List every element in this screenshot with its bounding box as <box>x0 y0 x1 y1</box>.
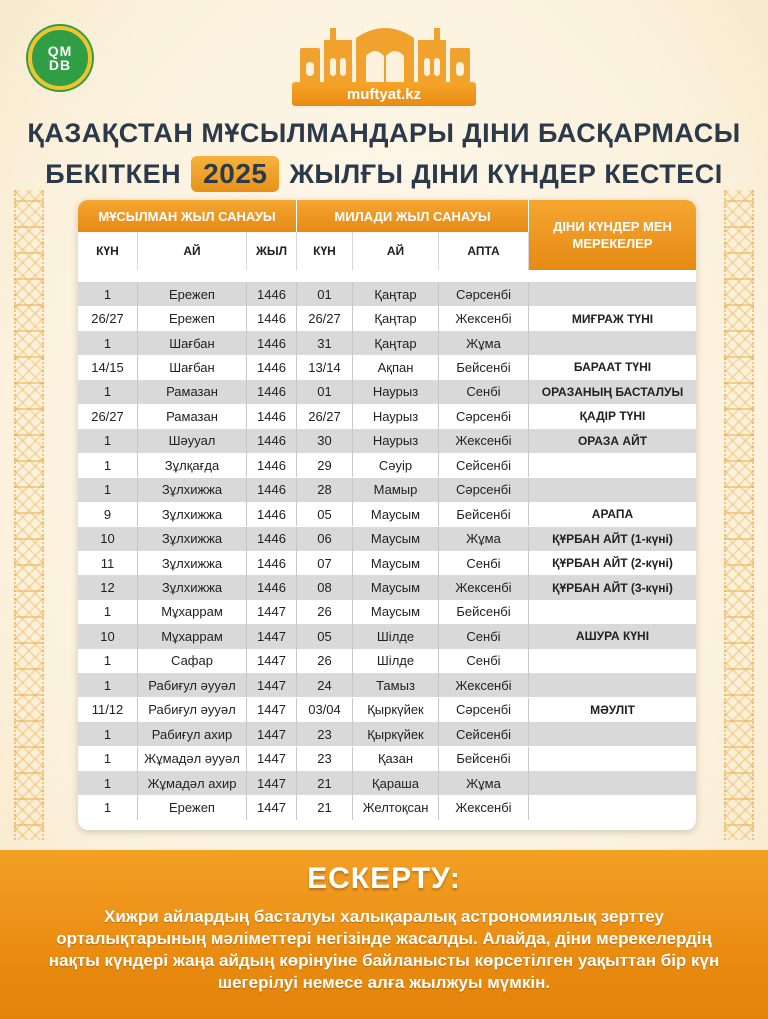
qmdb-logo[interactable] <box>28 26 92 90</box>
cell-week: Жұма <box>439 527 529 551</box>
year-badge: 2025 <box>191 156 279 192</box>
cell-hmonth: Зұлхижжа <box>138 551 247 575</box>
cell-gday: 03/04 <box>297 698 353 722</box>
table-row <box>78 649 696 673</box>
title-suffix: ЖЫЛҒЫ ДІНИ КҮНДЕР КЕСТЕСІ <box>289 158 723 189</box>
table-row <box>78 331 696 355</box>
header-religious-days: ДІНИ КҮНДЕР МЕН МЕРЕКЕЛЕР <box>529 200 696 270</box>
cell-gday: 26/27 <box>297 306 353 330</box>
cell-gmonth: Мамыр <box>353 478 439 502</box>
cell-hday: 12 <box>78 575 138 599</box>
cell-hmonth: Шәууал <box>138 429 247 453</box>
cell-gday: 13/14 <box>297 355 353 379</box>
cell-hyear: 1446 <box>247 575 297 599</box>
cell-hday: 11 <box>78 551 138 575</box>
cell-gday: 21 <box>297 771 353 795</box>
cell-hday: 1 <box>78 453 138 477</box>
header-gregorian-calendar: МИЛАДИ ЖЫЛ САНАУЫ <box>297 200 528 232</box>
cell-hday: 14/15 <box>78 355 138 379</box>
col-greg-day: КҮН <box>297 232 353 270</box>
cell-hyear: 1447 <box>247 673 297 697</box>
cell-hyear: 1446 <box>247 331 297 355</box>
cell-hday: 1 <box>78 478 138 502</box>
table-row <box>78 673 696 697</box>
col-hijri-month: АЙ <box>138 232 247 270</box>
table-row <box>78 698 696 722</box>
cell-week: Сәрсенбі <box>439 478 529 502</box>
cell-event <box>529 478 696 502</box>
cell-event: АРАПА <box>591 507 634 522</box>
cell-hmonth: Жұмадәл әууәл <box>138 747 247 771</box>
cell-event: МИҒРАЖ ТҮНІ <box>571 311 654 326</box>
cell-event: МӘУЛІТ <box>590 702 635 717</box>
cell-gday: 28 <box>297 478 353 502</box>
cell-hday: 10 <box>78 527 138 551</box>
cell-week: Жұма <box>439 771 529 795</box>
cell-event <box>529 673 696 697</box>
table-row <box>78 771 696 795</box>
col-hijri-year: ЖЫЛ <box>247 232 297 270</box>
cell-hyear: 1447 <box>247 722 297 746</box>
logo-text-top: QM <box>47 43 73 59</box>
cell-gmonth: Қыркүйек <box>353 722 439 746</box>
cell-gday: 26/27 <box>297 404 353 428</box>
cell-hday: 1 <box>78 380 138 404</box>
col-hijri-day: КҮН <box>78 232 138 270</box>
cell-hmonth: Зұлхижжа <box>138 478 247 502</box>
page-title-line2 <box>0 156 768 192</box>
cell-gday: 29 <box>297 453 353 477</box>
cell-hday: 9 <box>78 502 138 526</box>
header-muslim-calendar: МҰСЫЛМАН ЖЫЛ САНАУЫ <box>78 200 296 232</box>
cell-gday: 01 <box>297 282 353 306</box>
table-row <box>78 527 696 551</box>
cell-event <box>529 722 696 746</box>
cell-gday: 30 <box>297 429 353 453</box>
cell-gmonth: Шілде <box>353 649 439 673</box>
cell-gmonth: Тамыз <box>353 673 439 697</box>
cell-event: ҚАДІР ТҮНІ <box>579 409 646 424</box>
cell-gday: 23 <box>297 722 353 746</box>
cell-gmonth: Наурыз <box>353 429 439 453</box>
cell-hyear: 1446 <box>247 306 297 330</box>
cell-gmonth: Қазан <box>353 747 439 771</box>
cell-hyear: 1446 <box>247 453 297 477</box>
cell-hyear: 1446 <box>247 355 297 379</box>
cell-hday: 26/27 <box>78 404 138 428</box>
cell-week: Жұма <box>439 331 529 355</box>
cell-gday: 21 <box>297 795 353 819</box>
cell-event <box>529 282 696 306</box>
cell-event: ҚҰРБАН АЙТ (3-күні) <box>552 580 673 595</box>
logo-text-bottom: DB <box>48 57 72 73</box>
cell-hyear: 1447 <box>247 600 297 624</box>
note-text: Хижри айлардың басталуы халықаралық астрономиялық зерттеу орталықтарының мәліметтері негізінде жасалды. Алайда, діни мерекелердің нақты күндері жаңа айдың көрінуіне байланысты көрсетілген уақыттан бір күн шегерілуі немесе алға жылжуы мүмкін. <box>48 907 720 992</box>
cell-hday: 1 <box>78 673 138 697</box>
cell-week: Жексенбі <box>439 795 529 819</box>
cell-week: Сейсенбі <box>439 453 529 477</box>
cell-week: Сәрсенбі <box>439 404 529 428</box>
cell-hyear: 1447 <box>247 649 297 673</box>
cell-gmonth: Шілде <box>353 624 439 648</box>
cell-event <box>529 771 696 795</box>
site-url[interactable]: muftyat.kz <box>292 82 476 106</box>
table-row <box>78 600 696 624</box>
table-row <box>78 404 696 428</box>
table-row <box>78 747 696 771</box>
col-greg-month: АЙ <box>353 232 439 270</box>
cell-week: Бейсенбі <box>439 355 529 379</box>
cell-hmonth: Рамазан <box>138 380 247 404</box>
cell-week: Сенбі <box>439 649 529 673</box>
title-prefix: БЕКІТКЕН <box>45 158 182 189</box>
cell-gmonth: Маусым <box>353 575 439 599</box>
cell-hyear: 1446 <box>247 551 297 575</box>
cell-hyear: 1447 <box>247 771 297 795</box>
cell-hyear: 1446 <box>247 282 297 306</box>
cell-event <box>529 747 696 771</box>
cell-week: Сенбі <box>439 551 529 575</box>
cell-hmonth: Шағбан <box>138 331 247 355</box>
cell-hday: 1 <box>78 282 138 306</box>
cell-event <box>529 649 696 673</box>
cell-hmonth: Зұлхижжа <box>138 575 247 599</box>
cell-hday: 1 <box>78 771 138 795</box>
mosque-building-icon <box>300 18 470 88</box>
cell-gmonth: Қаңтар <box>353 282 439 306</box>
cell-week: Сәрсенбі <box>439 698 529 722</box>
cell-gmonth: Маусым <box>353 502 439 526</box>
table-row <box>78 478 696 502</box>
table-row <box>78 575 696 599</box>
cell-gday: 06 <box>297 527 353 551</box>
cell-gday: 24 <box>297 673 353 697</box>
cell-gday: 31 <box>297 331 353 355</box>
table-row <box>78 380 696 404</box>
table-row <box>78 795 696 819</box>
cell-hyear: 1446 <box>247 502 297 526</box>
cell-week: Сәрсенбі <box>439 282 529 306</box>
cell-hyear: 1447 <box>247 747 297 771</box>
cell-hmonth: Ережеп <box>138 795 247 819</box>
cell-week: Бейсенбі <box>439 502 529 526</box>
cell-event: БАРААТ ТҮНІ <box>573 360 652 375</box>
table-row <box>78 624 696 648</box>
table-row <box>78 502 696 526</box>
table-row <box>78 453 696 477</box>
cell-hyear: 1446 <box>247 429 297 453</box>
cell-gmonth: Қаңтар <box>353 331 439 355</box>
cell-hmonth: Рамазан <box>138 404 247 428</box>
col-weekday: АПТА <box>439 232 529 270</box>
cell-hyear: 1447 <box>247 624 297 648</box>
cell-event <box>529 453 696 477</box>
cell-gmonth: Наурыз <box>353 380 439 404</box>
cell-week: Сенбі <box>439 624 529 648</box>
cell-week: Сейсенбі <box>439 722 529 746</box>
cell-gmonth: Маусым <box>353 600 439 624</box>
table-row <box>78 429 696 453</box>
cell-week: Жексенбі <box>439 575 529 599</box>
right-ornament <box>724 190 754 840</box>
table-row <box>78 355 696 379</box>
header-gap <box>78 270 696 282</box>
cell-gmonth: Сәуір <box>353 453 439 477</box>
cell-event: ОРАЗАНЫҢ БАСТАЛУЫ <box>541 384 684 399</box>
cell-week: Сенбі <box>439 380 529 404</box>
cell-hmonth: Сафар <box>138 649 247 673</box>
cell-hday: 26/27 <box>78 306 138 330</box>
cell-hmonth: Мұхаррам <box>138 624 247 648</box>
cell-event: ҚҰРБАН АЙТ (1-күні) <box>552 531 673 546</box>
cell-gmonth: Қараша <box>353 771 439 795</box>
cell-week: Жексенбі <box>439 673 529 697</box>
cell-hday: 1 <box>78 722 138 746</box>
cell-hday: 11/12 <box>78 698 138 722</box>
cell-hmonth: Зұлхижжа <box>138 502 247 526</box>
cell-hyear: 1447 <box>247 698 297 722</box>
cell-gday: 08 <box>297 575 353 599</box>
cell-hmonth: Жұмадәл ахир <box>138 771 247 795</box>
cell-hmonth: Шағбан <box>138 355 247 379</box>
cell-week: Жексенбі <box>439 429 529 453</box>
cell-hyear: 1446 <box>247 527 297 551</box>
cell-gday: 05 <box>297 502 353 526</box>
cell-gday: 05 <box>297 624 353 648</box>
cell-hmonth: Мұхаррам <box>138 600 247 624</box>
cell-gday: 07 <box>297 551 353 575</box>
cell-gmonth: Наурыз <box>353 404 439 428</box>
cell-hyear: 1446 <box>247 478 297 502</box>
cell-gmonth: Маусым <box>353 527 439 551</box>
cell-hmonth: Зұлхижжа <box>138 527 247 551</box>
cell-event <box>529 331 696 355</box>
cell-hday: 1 <box>78 649 138 673</box>
table-row <box>78 722 696 746</box>
cell-hday: 1 <box>78 600 138 624</box>
cell-week: Жексенбі <box>439 306 529 330</box>
cell-event: ҚҰРБАН АЙТ (2-күні) <box>552 556 673 571</box>
cell-gmonth: Маусым <box>353 551 439 575</box>
left-ornament <box>14 190 44 840</box>
cell-gday: 26 <box>297 649 353 673</box>
cell-gmonth: Ақпан <box>353 355 439 379</box>
cell-hmonth: Рабиғул әууәл <box>138 698 247 722</box>
cell-hmonth: Рабиғул әууәл <box>138 673 247 697</box>
cell-hday: 1 <box>78 331 138 355</box>
cell-gmonth: Қаңтар <box>353 306 439 330</box>
cell-hday: 1 <box>78 795 138 819</box>
cell-hday: 1 <box>78 429 138 453</box>
cell-week: Бейсенбі <box>439 747 529 771</box>
cell-event <box>529 600 696 624</box>
note-title: ЕСКЕРТУ: <box>307 862 461 895</box>
cell-gday: 01 <box>297 380 353 404</box>
cell-hmonth: Ережеп <box>138 282 247 306</box>
page-title-line1: ҚАЗАҚСТАН МҰСЫЛМАНДАРЫ ДІНИ БАСҚАРМАСЫ <box>27 118 741 148</box>
cell-hyear: 1447 <box>247 795 297 819</box>
cell-hmonth: Зұлқағда <box>138 453 247 477</box>
cell-event: АШУРА КҮНІ <box>575 629 650 644</box>
cell-hyear: 1446 <box>247 404 297 428</box>
cell-hday: 1 <box>78 747 138 771</box>
cell-week: Бейсенбі <box>439 600 529 624</box>
table-row <box>78 282 696 306</box>
cell-gday: 26 <box>297 600 353 624</box>
cell-hday: 10 <box>78 624 138 648</box>
cell-event: ОРАЗА АЙТ <box>577 433 648 448</box>
cell-event <box>529 795 696 819</box>
cell-hyear: 1446 <box>247 380 297 404</box>
cell-gmonth: Қыркүйек <box>353 698 439 722</box>
table-row <box>78 551 696 575</box>
cell-hmonth: Рабиғул ахир <box>138 722 247 746</box>
cell-gmonth: Желтоқсан <box>353 795 439 819</box>
cell-hmonth: Ережеп <box>138 306 247 330</box>
cell-gday: 23 <box>297 747 353 771</box>
religious-days-table <box>78 200 696 830</box>
table-row <box>78 306 696 330</box>
